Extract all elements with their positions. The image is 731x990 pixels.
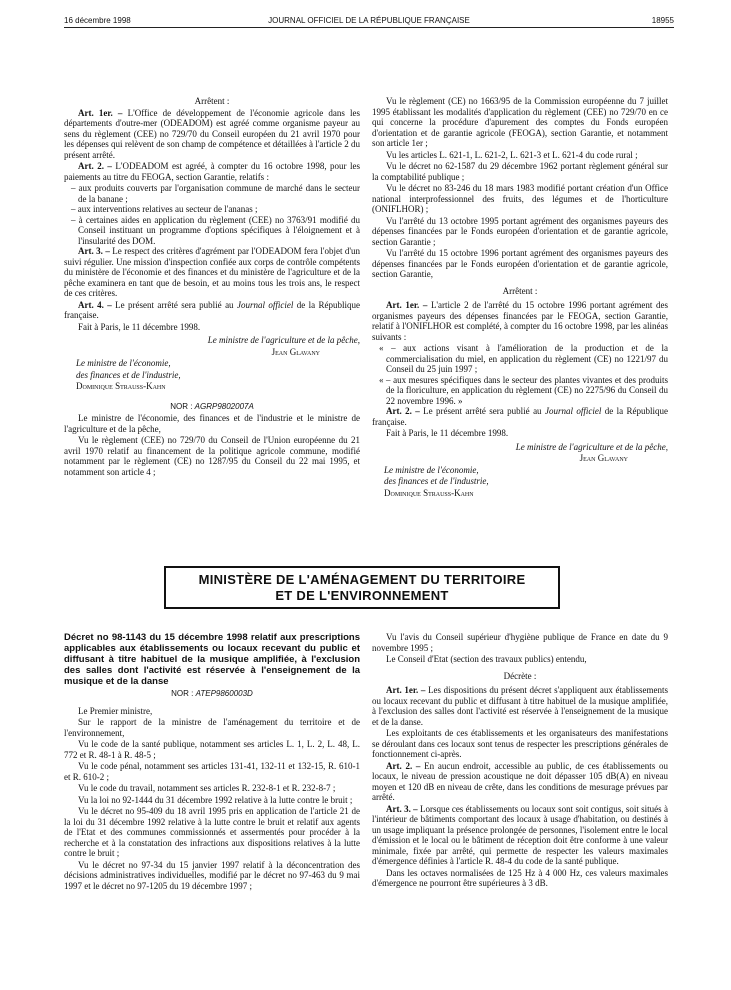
paragraph: Le Premier ministre, [78,705,153,716]
arretent-heading: Arrêtent : [194,96,230,106]
visa: Vu le décret no 83-246 du 18 mars 1983 modifié portant création d'un Office national interprofessionnel des fruits, des légumes et de l'horticulture (ONIFLHOR) ; [372,183,668,214]
visa: Vu le décret no 95-409 du 18 avril 1995 pris en application de l'article 21 de la loi du 31 décembre 1992 relative à la lutte contre le bruit et relatif aux agents de l'Etat et des communes commissionnés et assermentés pour procéder à la recherche et à la constatation des infractions aux dispositions relatives à la lutte contre le bruit ; [64,806,360,858]
paragraph: Le Conseil d'Etat (section des travaux publics) entendu, [386,654,587,664]
visa: Vu l'arrêté du 13 octobre 1995 portant agrément des organismes payeurs des dépenses financées par le Fonds européen d'orientation et de garantie agricole, section Garantie ; [372,215,668,247]
list-item: « – aux actions visant à l'amélioration de la production et de la commercialisation du miel, en application du règlement (CE) no 1221/97 du Conseil du 25 juin 1997 ; [379,343,668,374]
list-item: – aux interventions relatives au secteur de l'ananas ; [71,204,258,214]
paragraph: Sur le rapport de la ministre de l'aménagement du territoire et de l'environnement, [64,717,360,738]
decrete-heading: Décrète : [503,670,537,681]
visa: Vu la loi no 92-1444 du 31 décembre 1992 relative à la lutte contre le bruit ; [78,794,353,805]
article-3: Art. 3. – Le respect des critères d'agrément par l'ODEADOM fera l'objet d'un suivi régulier. Une mission d'inspection confiée aux corps de contrôle compétents du ministère de l'économie et des finances et du ministère de l'agriculture et de la pêche examinera en tant que de besoin, et au moins tous les trois ans, le respect de ces critères. [64,246,360,298]
signatory-name: Jean Glavany [271,346,320,357]
signatory-name: Jean Glavany [579,453,628,463]
nor-reference: NOR : AGRP9802007A [170,401,254,411]
visa: Vu le code de la santé publique, notamment ses articles L. 1, L. 2, L. 48, L. 772 et R. 48-1 à R. 48-5 ; [64,739,360,760]
fait-a-paris: Fait à Paris, le 11 décembre 1998. [78,321,201,332]
list-item: « – aux mesures spécifiques dans le secteur des plantes vivantes et des produits de la floriculture, en application du règlement (CE) no 2275/96 du Conseil du 22 novembre 1996. » [379,374,668,406]
signatures [372,442,668,499]
article-2: Art. 2. – L'ODEADOM est agréé, à compter du 16 octobre 1998, pour les paiements au titre du FEOGA, section Garantie, relatifs : [64,161,361,182]
article-4: Art. 4. – Le présent arrêté sera publié au Journal officiel de la République française. [64,299,360,320]
header-date: 16 décembre 1998 [64,16,131,25]
visa: Vu le règlement (CE) no 1663/95 de la Commission européenne du 7 juillet 1995 établissant les modalités d'application du règlement (CEE) no 729/70 en ce qui concerne la procédure d'apurement des comptes du Fonds européen d'orientation et de garantie agricole (FEOGA), section Garantie, et notamment son article 1er ; [372,96,668,148]
paragraph: Vu le règlement (CEE) no 729/70 du Conseil de l'Union européenne du 21 avril 1970 relatif au financement de la politique agricole commune, modifié notamment par le règlement (CE) no 1287/95 du Conseil du 22 mai 1995, et notamment son article 4 ; [64,435,360,477]
visa: Vu les articles L. 621-1, L. 621-2, L. 621-3 et L. 621-4 du code rural ; [386,149,638,160]
header-page-number: 18955 [651,16,674,25]
signatory-title: des finances et de l'industrie, [76,369,181,380]
column-top-left [64,96,360,478]
signatory-title: des finances et de l'industrie, [384,476,489,486]
signatory-title: Le ministre de l'économie, [384,464,479,475]
fait-a-paris: Fait à Paris, le 11 décembre 1998. [386,428,509,438]
article-1-list [372,343,668,406]
page-header [64,16,674,28]
visa: Vu l'avis du Conseil supérieur d'hygiène publique de France en date du 9 novembre 1995 ; [372,632,668,653]
header-journal-title: JOURNAL OFFICIEL DE LA RÉPUBLIQUE FRANÇAISE [268,16,470,25]
paragraph: Le ministre de l'économie, des finances et de l'industrie et le ministre de l'agriculture et de la pêche, [64,413,360,434]
signatures [64,335,360,392]
ministry-heading: MINISTÈRE DE L'AMÉNAGEMENT DU TERRITOIRE [198,572,526,587]
article-3: Art. 3. – Lorsque ces établissements ou locaux sont soit contigus, soit situés à l'intérieur de bâtiments comportant des locaux à usage d'habitation, ou destinés à un usage impliquant la présence prolongée de personnes, l'isolement entre le local d'émission et le local ou le bâtiment de réception doit être conforme à une valeur minimale, fixée par arrêté, qui permette de respecter les valeurs maximales d'émergence définies à l'article R. 48-4 du code de la santé publique. [372,803,669,866]
column-bottom-right [372,632,668,890]
signatory-name: Dominique Strauss-Kahn [76,381,166,391]
signatory-name: Dominique Strauss-Kahn [384,487,474,498]
visa: Vu le code pénal, notamment ses articles 131-41, 132-11 et 132-15, R. 610-1 et R. 610-2 ; [64,761,360,782]
paragraph: Les exploitants de ces établissements et les organisateurs des manifestations se déroulant dans ces locaux sont tenus de respecter les prescriptions générales de fonctionnement ci-après. [372,728,668,759]
article-2-list [64,183,360,246]
paragraph: Dans les octaves normalisées de 125 Hz à 4 000 Hz, ces valeurs maximales d'émergence ne pourront être supérieures à 3 dB. [372,867,668,888]
visa: Vu le code du travail, notamment ses articles R. 232-8-1 et R. 232-8-7 ; [78,783,336,793]
article-1: Art. 1er. – L'Office de développement de l'économie agricole dans les départements d'outre-mer (ODEADOM) est agréé comme organisme payeur au sens du règlement (CEE) no 729/70 du Conseil européen du 21 avril 1970 pour les dépenses qui relèvent de son champ de compétence et détaillées à l'article 2 du présent arrêté. [64,107,361,160]
column-top-right [372,96,668,499]
signatory-title: Le ministre de l'économie, [76,358,171,368]
list-item: – aux produits couverts par l'organisation commune de marché dans le secteur de la banane ; [71,183,360,204]
article-1: Art. 1er. – Les dispositions du présent décret s'appliquent aux établissements ou locaux recevant du public et diffusant à titre habituel de la musique amplifiée, à l'exclusion des salles dont l'activité est réservée à l'enseignement de la musique et de la danse. [372,685,669,727]
nor-reference: NOR : ATEP9860003D [171,689,253,698]
visa: Vu le décret no 62-1587 du 29 décembre 1962 portant règlement général sur la comptabilité publique ; [372,161,668,182]
signatory-title: Le ministre de l'agriculture et de la pêche, [207,335,360,345]
visa: Vu le décret no 97-34 du 15 janvier 1997 relatif à la déconcentration des décisions administratives individuelles, modifié par le décret no 97-463 du 9 mai 1997 et le décret no 97-1205 du 19 décembre 1997 ; [64,859,360,891]
signatory-title: Le ministre de l'agriculture et de la pêche, [515,441,668,452]
article-2: Art. 2. – En aucun endroit, accessible au public, de ces établissements ou locaux, le niveau de pression acoustique ne doit dépasser 105 dB(A) en niveau moyen et 120 dB en niveau de crête, dans les conditions de mesurage prévues par arrêté. [372,760,668,802]
ministry-heading: ET DE L'ENVIRONNEMENT [275,588,449,603]
visa: Vu l'arrêté du 15 octobre 1996 portant agrément des organismes payeurs des dépenses financées par le Fonds européen d'orientation et de garantie agricole, section Garantie, [372,248,668,279]
arretent-heading: Arrêtent : [502,285,538,296]
column-bottom-left [64,632,360,892]
article-1: Art. 1er. – L'article 2 de l'arrêté du 15 octobre 1996 portant agrément des organismes payeurs des dépenses financées par le FEOGA, section Garantie, relatif à l'ONIFLHOR est complété, à compter du 16 octobre 1998, par les alinéas suivants : [372,300,669,342]
decree-title: Décret no 98-1143 du 15 décembre 1998 relatif aux prescriptions applicables aux établissements ou locaux recevant du public et diffusant à titre habituel de la musique amplifiée, à l'exclusion des salles dont l'activité est réservée à l'enseignement de la musique et de la danse [64,632,360,687]
ministry-heading-box [164,566,560,609]
list-item: – à certaines aides en application du règlement (CEE) no 3763/91 modifié du Conseil instituant un programme d'options spécifiques à l'éloignement et à l'insularité des DOM. [71,214,360,246]
article-2: Art. 2. – Le présent arrêté sera publié au Journal officiel de la République française. [372,406,668,427]
